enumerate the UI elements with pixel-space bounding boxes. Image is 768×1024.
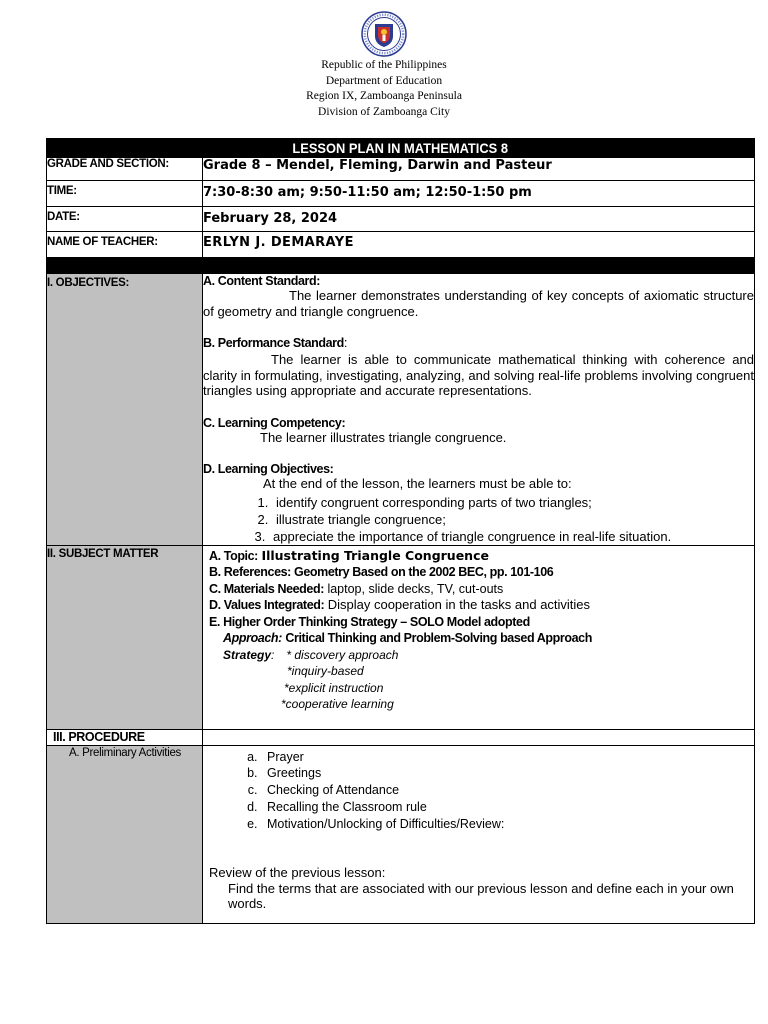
document-letterhead	[0, 58, 768, 120]
strategy-line: Strategy: * discovery approach	[223, 647, 399, 662]
review-heading: Review of the previous lesson:	[209, 865, 386, 881]
objectives-label: I. OBJECTIVES:	[47, 274, 203, 546]
references-line: B. References: Geometry Based on the 2002 BEC, pp. 101-106	[209, 565, 554, 579]
info-row-teacher	[47, 232, 755, 258]
preliminary-activities-list	[209, 749, 748, 833]
learning-competency-text: The learner illustrates triangle congruence.	[260, 429, 507, 445]
performance-standard-heading: B. Performance Standard:	[203, 335, 348, 350]
objectives-content	[203, 274, 755, 546]
title-row	[47, 139, 755, 158]
performance-standard-text: The learner is able to communicate mathematical thinking with coherence and clarity in formulating, investigating, analyzing, and solving real-life problems involving congruent triangles using appropriate and accurate representations.	[203, 352, 754, 398]
materials-line: C. Materials Needed: laptop, slide decks, TV, cut-outs	[209, 581, 504, 596]
procedure-row	[47, 729, 755, 745]
separator-bar	[47, 258, 755, 274]
content-standard-text: The learner demonstrates understanding of key concepts of axiomatic structure of geometry and triangle congruence.	[203, 288, 754, 319]
preliminary-activities-label: A. Preliminary Activities	[47, 745, 203, 923]
content-standard-heading: A. Content Standard:	[203, 274, 320, 288]
lesson-plan-table	[46, 138, 755, 924]
list-item: 2. illustrate triangle congruence;	[272, 511, 754, 528]
teacher-value: ERLYN J. DEMARAYE	[203, 232, 755, 258]
subject-matter-content	[203, 545, 755, 729]
learning-objectives-heading: D. Learning Objectives:	[203, 462, 334, 476]
teacher-label: NAME OF TEACHER:	[47, 232, 203, 258]
strategy-item: *inquiry-based	[287, 664, 364, 678]
procedure-label: III. PROCEDURE	[47, 729, 203, 745]
grade-value: Grade 8 – Mendel, Fleming, Darwin and Pasteur	[203, 158, 755, 181]
subject-matter-label: II. SUBJECT MATTER	[47, 545, 203, 729]
preliminary-activities-content	[203, 745, 755, 923]
list-item: b. Greetings	[261, 765, 748, 782]
list-item: 3. appreciate the importance of triangle congruence in real-life situation.	[269, 528, 754, 545]
time-label: TIME:	[47, 181, 203, 207]
letterhead-line: Republic of the Philippines	[321, 59, 447, 71]
info-row-time	[47, 181, 755, 207]
hots-line: E. Higher Order Thinking Strategy – SOLO Model adopted	[209, 614, 530, 629]
list-item: a. Prayer	[261, 749, 748, 766]
preliminary-activities-row	[47, 745, 755, 923]
info-row-date	[47, 207, 755, 232]
objectives-row	[47, 274, 755, 546]
letterhead-line: Department of Education	[325, 74, 443, 87]
list-item: c. Checking of Attendance	[261, 782, 748, 799]
list-item: d. Recalling the Classroom rule	[261, 799, 748, 816]
list-item: 1. identify congruent corresponding parts of two triangles;	[272, 494, 754, 511]
strategy-item: *cooperative learning	[281, 697, 394, 711]
lesson-plan-title: LESSON PLAN IN MATHEMATICS 8	[47, 139, 755, 158]
values-line: D. Values Integrated: Display cooperation in the tasks and activities	[209, 597, 591, 612]
strategy-item: *explicit instruction	[284, 680, 384, 695]
learning-competency-heading: C. Learning Competency:	[203, 415, 346, 430]
date-label: DATE:	[47, 207, 203, 232]
date-value: February 28, 2024	[203, 207, 755, 232]
learning-objectives-intro: At the end of the lesson, the learners must be able to:	[263, 476, 572, 491]
time-value: 7:30-8:30 am; 9:50-11:50 am; 12:50-1:50 pm	[203, 181, 755, 207]
learning-objectives-list	[203, 494, 754, 545]
deped-seal-logo	[361, 11, 407, 57]
list-item: e. Motivation/Unlocking of Difficulties/Review:	[261, 816, 748, 833]
review-text: Find the terms that are associated with our previous lesson and define each in your own words.	[228, 880, 734, 912]
grade-label: GRADE AND SECTION:	[47, 158, 203, 181]
subject-matter-row	[47, 545, 755, 729]
letterhead-line: Region IX, Zamboanga Peninsula	[306, 90, 462, 102]
topic-line: A. Topic: Illustrating Triangle Congruence	[209, 547, 489, 563]
letterhead-line: Division of Zamboanga City	[318, 105, 450, 118]
approach-line: Approach: Critical Thinking and Problem-Solving based Approach	[223, 631, 592, 645]
info-row-grade	[47, 158, 755, 181]
